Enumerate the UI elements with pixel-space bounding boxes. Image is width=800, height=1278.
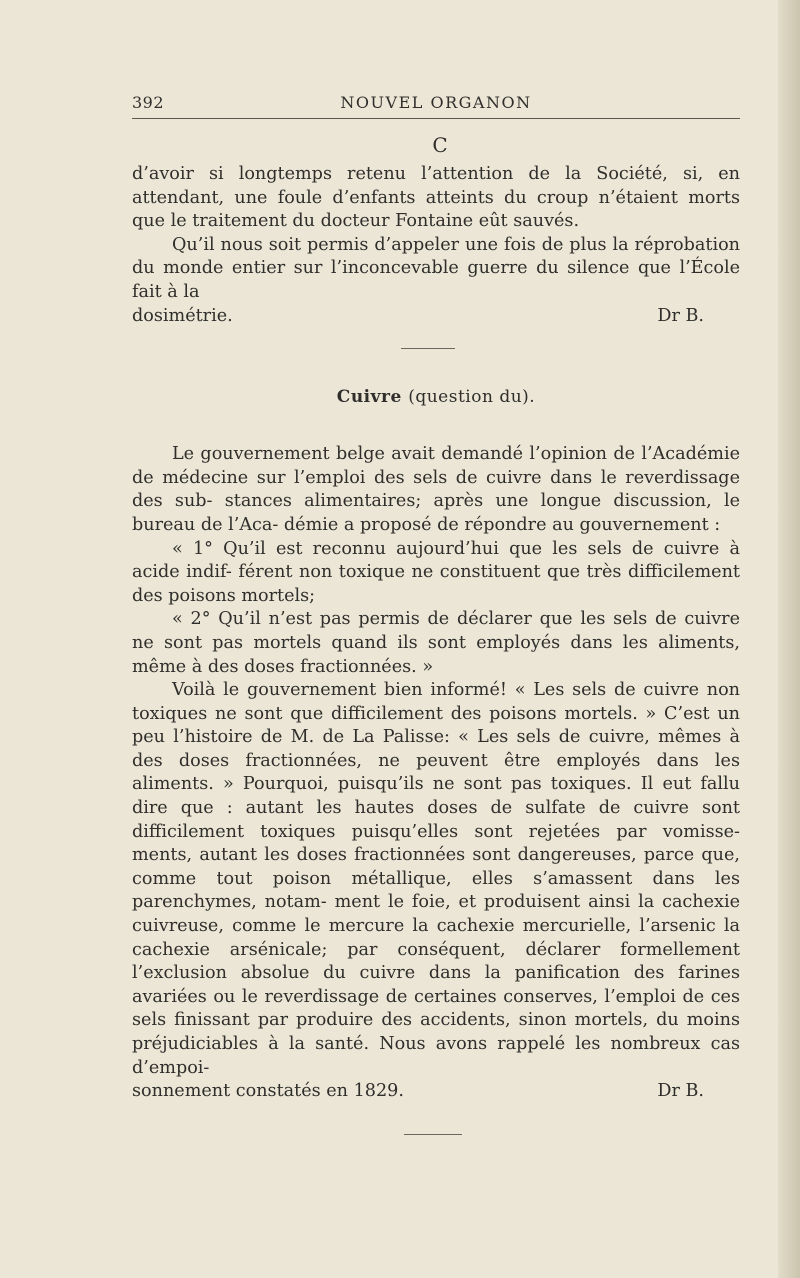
page-content	[132, 88, 740, 1135]
text-line: d’avoir si longtemps retenu l’attention de la Société, si, en attendant,	[132, 164, 740, 208]
continuation-paragraph	[132, 163, 740, 234]
text-line: fractionnées. »	[300, 656, 434, 677]
text-line: ne sont que difficilement des poisons mortels. » C’est un peu l’histoire de	[132, 703, 740, 748]
article-paragraph	[132, 679, 740, 1080]
text-line: « 1° Qu’il est reconnu aujourd’hui que les sels de cuivre à acide indif-	[132, 538, 740, 583]
text-line: docteur Fontaine eût sauvés.	[320, 211, 580, 232]
text-line: tout poison métallique, elles s’amassent dans les parenchymes, notam-	[132, 868, 740, 913]
text-line: mortels;	[241, 585, 316, 606]
text-line: cuivre sont difficilement toxiques puisqu’elles sont rejetées par vomisse-	[132, 798, 740, 842]
text-line: ces sels finissant par produire des accidents, sinon mortels, du moins	[132, 986, 740, 1031]
text-line: déclarer formellement l’exclusion absolue du cuivre dans la panification	[132, 939, 740, 984]
signature: Dr B.	[657, 1081, 704, 1102]
text-line: M. de La Palisse: « Les sels de cuivre, mêmes à des doses fractionnées, ne	[132, 727, 740, 771]
text-line: des farines avariées ou le reverdissage de certaines conserves, l’emploi de	[132, 963, 740, 1007]
text-line: peuvent être employés dans les aliments. » Pourquoi, puisqu’ils ne sont	[132, 750, 740, 795]
page-edge-shadow	[778, 0, 800, 1278]
article-last-line	[132, 1080, 740, 1104]
text-line: médecine sur l’emploi des sels de cuivre dans le reverdissage des sub-	[132, 467, 740, 512]
article-paragraph	[132, 538, 740, 609]
text-line: sonnement constatés en 1829.	[132, 1081, 404, 1102]
text-line: pas mortels quand ils sont employés dans les aliments, même à des doses	[132, 632, 740, 677]
running-header	[132, 88, 740, 119]
article-paragraph	[132, 443, 740, 537]
text-line: « 2° Qu’il n’est pas permis de déclarer que les sels de cuivre ne sont	[132, 609, 740, 653]
closing-paragraph	[132, 234, 740, 305]
section-divider	[401, 348, 455, 349]
text-line: démie a proposé de répondre au gouvernement :	[283, 514, 721, 535]
text-line: monde entier sur l’inconcevable guerre du silence que l’École fait à la	[132, 258, 740, 302]
section-letter: C	[432, 133, 448, 157]
text-line: une foule d’enfants atteints du croup n’étaient morts que le traitement du	[132, 187, 740, 232]
text-line: pas toxiques. Il eut fallu dire que : autant les hautes doses de sulfate de	[132, 774, 740, 819]
text-line: ment le foie, et produisent ainsi la cachexie cuivreuse, comme le mercure	[132, 892, 740, 937]
heading-parenthetical: (question du).	[408, 387, 536, 408]
article-paragraph	[132, 608, 740, 679]
end-divider	[404, 1134, 462, 1135]
text-line: Qu’il nous soit permis d’appeler une fois de plus la réprobation du	[132, 234, 740, 279]
closing-last-line	[132, 305, 740, 329]
text-line: Voilà le gouvernement bien informé! « Les sels de cuivre non toxiques	[132, 680, 740, 724]
text-line: stances alimentaires; après une longue discussion, le bureau de l’Aca-	[132, 491, 740, 535]
text-line: férent non toxique ne constituent que très difficilement des poisons	[132, 562, 740, 606]
running-title: NOUVEL ORGANON	[340, 93, 532, 112]
text-line: ments, autant les doses fractionnées sont dangereuses, parce que, comme	[132, 845, 740, 889]
text-line: la cachexie mercurielle, l’arsenic la cachexie arsénicale; par conséquent,	[132, 916, 740, 960]
text-line: Le gouvernement belge avait demandé l’opinion de l’Académie de	[132, 444, 740, 488]
page-number: 392	[132, 93, 165, 112]
text-line: préjudiciables à la santé. Nous avons rappelé les nombreux cas d’empoi-	[132, 1034, 740, 1078]
signature: Dr B.	[657, 305, 704, 326]
heading-word: Cuivre	[336, 387, 402, 408]
text-line: dosimétrie.	[132, 305, 233, 326]
article-heading	[132, 387, 740, 407]
